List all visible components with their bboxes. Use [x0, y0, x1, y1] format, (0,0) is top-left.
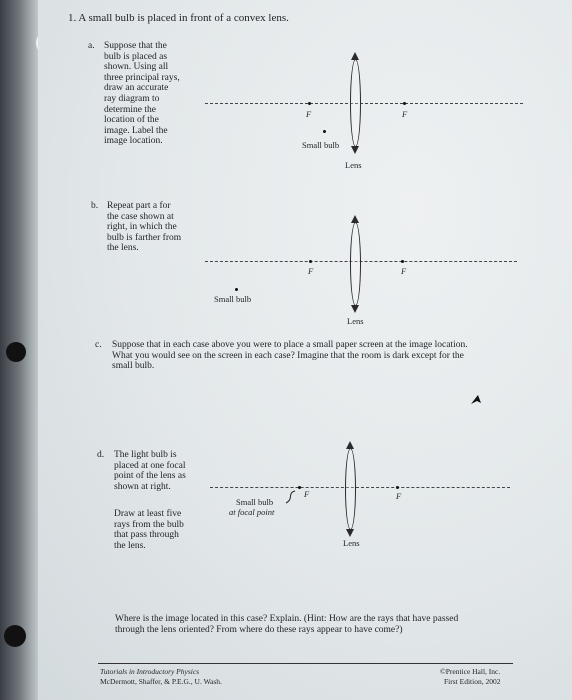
part-a-small-bulb [323, 130, 326, 133]
part-b-focal-point-right [401, 260, 404, 263]
part-d-line: The light bulb is [114, 450, 177, 460]
part-b-lens-label: Lens [347, 316, 364, 326]
part-b-small-bulb [235, 288, 238, 291]
part-a-lens-arrow-bottom [351, 146, 359, 154]
part-d-lens-arrow-bottom [346, 529, 354, 537]
part-d-focal-point-right [396, 486, 399, 489]
part-d-line: the lens. [114, 540, 146, 551]
part-d-convex-lens [345, 448, 356, 530]
part-d-bulb-label-1: Small bulb [236, 497, 274, 507]
part-d-text-2 [114, 509, 184, 551]
part-b-convex-lens [350, 222, 361, 306]
part-d-letter: d. [97, 450, 105, 460]
part-b-letter: b. [91, 201, 99, 211]
part-c-letter: c. [95, 340, 102, 350]
part-b-text [107, 201, 181, 254]
part-b-line: bulb is farther from [107, 232, 182, 243]
mouse-cursor-icon [468, 392, 484, 410]
part-b-line: Repeat part a for [107, 201, 171, 211]
part-a-line: draw an accurate [104, 83, 169, 94]
part-c-line: small bulb. [112, 361, 155, 372]
part-b-line: the lens. [107, 243, 139, 254]
part-b-optical-axis [205, 261, 517, 262]
part-a-line: location of the [104, 115, 159, 126]
part-d-question-line: through the lens oriented? From where do these rays appear to have come?) [115, 624, 403, 635]
part-a-lens-label: Lens [345, 160, 362, 170]
part-b-bulb-label: Small bulb [214, 294, 252, 304]
part-c-text [112, 340, 468, 372]
part-d-line: Draw at least five [114, 509, 182, 519]
part-a-focal-label-right: F [402, 109, 408, 119]
footer-edition: First Edition, 2002 [444, 677, 501, 686]
part-a-optical-axis [205, 103, 523, 104]
binder-hole-bottom [4, 625, 26, 647]
part-a-line: Suppose that the [104, 41, 167, 51]
part-a-letter: a. [88, 41, 95, 51]
part-a-text [104, 41, 180, 147]
footer-authors: McDermott, Shaffer, & P.E.G., U. Wash. [100, 677, 222, 686]
part-d-optical-axis [210, 487, 510, 488]
part-d-lens-label: Lens [343, 538, 360, 548]
part-d-focal-label-left: F [304, 489, 310, 499]
part-a-bulb-label: Small bulb [302, 140, 340, 150]
part-b-line: right, in which the [107, 222, 177, 233]
part-d-line: that pass through [114, 530, 179, 541]
problem-title: 1. A small bulb is placed in front of a convex lens. [68, 12, 289, 24]
part-d-line: shown at right. [114, 481, 171, 492]
part-c-line: Suppose that in each case above you were to place a small paper screen at the image location. [112, 340, 468, 350]
part-d-text [114, 450, 186, 492]
part-b-focal-label-right: F [401, 266, 407, 276]
part-a-convex-lens [350, 59, 361, 147]
part-a-line: shown. Using all [104, 62, 169, 73]
part-d-focal-point-left [298, 486, 301, 489]
footer-rule [98, 663, 513, 664]
footer-copyright: ©Prentice Hall, Inc. [440, 667, 501, 676]
part-d-bulb-pointer [284, 490, 298, 506]
part-a-focal-point-right [403, 102, 406, 105]
part-b-lens-arrow-bottom [351, 305, 359, 313]
part-c-line: What you would see on the screen in each case? Imagine that the room is dark except for the [112, 350, 464, 361]
part-a-line: bulb is placed as [104, 51, 168, 62]
part-d-question-line: Where is the image located in this case? Explain. (Hint: How are the rays that have passed [115, 614, 459, 624]
part-a-line: determine the [104, 104, 156, 115]
part-b-focal-point-left [309, 260, 312, 263]
part-d-question [115, 614, 458, 635]
footer-book-title: Tutorials in Introductory Physics [100, 667, 200, 676]
binder-hole-middle [6, 342, 26, 362]
part-a-line: image location. [104, 136, 163, 147]
part-d-line: rays from the bulb [114, 519, 184, 530]
part-d-line: point of the lens as [114, 471, 186, 482]
part-a-line: three principal rays, [104, 72, 180, 83]
part-a-focal-label-left: F [306, 109, 312, 119]
part-a-focal-point-left [308, 102, 311, 105]
part-a-line: ray diagram to [104, 93, 160, 104]
part-b-line: the case shown at [107, 211, 174, 222]
part-d-bulb-label-2: at focal point [229, 507, 275, 517]
part-a-line: image. Label the [104, 125, 168, 136]
part-d-focal-label-right: F [396, 491, 402, 501]
part-d-line: placed at one focal [114, 460, 186, 471]
part-b-focal-label-left: F [308, 266, 314, 276]
